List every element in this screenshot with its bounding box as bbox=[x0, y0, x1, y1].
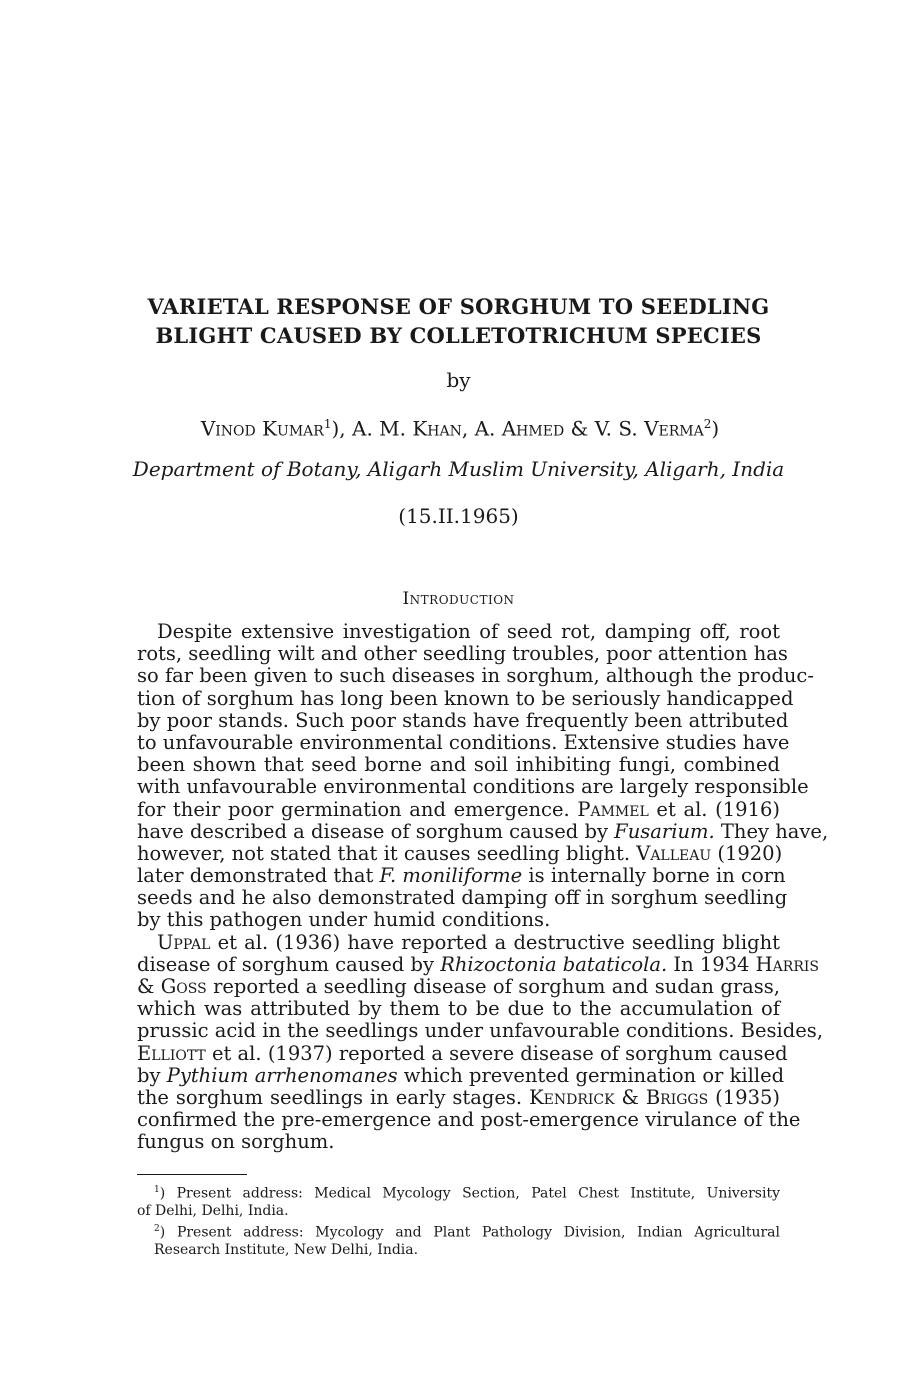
paragraph-1-line: by this pathogen under humid conditions. bbox=[137, 908, 551, 932]
paragraph-2-line: confirmed the pre-emergence and post-emergence virulance of the bbox=[137, 1108, 801, 1132]
species-name: Rhizoctonia bataticola. bbox=[440, 952, 668, 976]
author-list bbox=[140, 410, 780, 443]
footnote-2-line bbox=[137, 1221, 780, 1242]
text-run: & bbox=[137, 975, 161, 998]
text-run: & bbox=[614, 1085, 646, 1109]
text-run: (1935) bbox=[708, 1085, 780, 1109]
author-1-close: ), bbox=[331, 416, 346, 441]
paragraph-2-line bbox=[137, 932, 780, 954]
byline: by bbox=[446, 368, 471, 392]
paragraph-2-line: prussic acid in the seedlings under unfavourable conditions. Besides, bbox=[137, 1019, 824, 1043]
footnote-mark-2: 2 bbox=[703, 417, 712, 431]
paragraph-1-line bbox=[137, 864, 786, 888]
author-4: V. S. Verma bbox=[594, 416, 704, 441]
text-run: et al. (1916) bbox=[648, 797, 780, 821]
text-run: however, not stated that it causes seedling blight. bbox=[137, 841, 637, 865]
paragraph-1-line: been shown that seed borne and soil inhibiting fungi, combined bbox=[137, 753, 780, 777]
author-citation: Valleau bbox=[636, 841, 712, 865]
text-run: is internally borne in corn bbox=[522, 864, 786, 888]
author-citation: Kendrick bbox=[529, 1085, 615, 1109]
title-line-1: VARIETAL RESPONSE OF SORGHUM TO SEEDLING bbox=[147, 294, 770, 319]
author-citation: Briggs bbox=[645, 1085, 709, 1109]
text-run: (1920) bbox=[711, 841, 783, 865]
text-run: by bbox=[137, 1063, 167, 1087]
text-run: later demonstrated that bbox=[137, 864, 380, 888]
text-run: ) Present address: Mycology and Plant Pathology Division, Indian Agricultural bbox=[159, 1224, 780, 1241]
text-run: disease of sorghum caused by bbox=[137, 952, 441, 976]
footnote-1-mark: 1 bbox=[154, 1185, 160, 1195]
paragraph-1-line: with unfavourable environmental conditions are largely responsible bbox=[137, 775, 809, 799]
received-date: (15.II.1965) bbox=[398, 504, 519, 528]
paper-title bbox=[120, 292, 797, 350]
paragraph-1-line: seeds and he also demonstrated damping off in sorghum seedling bbox=[137, 886, 788, 910]
text-run: for their poor germination and emergence. bbox=[137, 797, 578, 821]
author-citation: Harris bbox=[755, 952, 819, 976]
section-heading: Introduction bbox=[402, 589, 515, 609]
paragraph-1-line: tion of sorghum has long been known to be seriously handicapped bbox=[137, 686, 794, 710]
author-citation: Elliott bbox=[137, 1041, 206, 1065]
paragraph-2-line bbox=[137, 952, 819, 976]
paragraph-1-line: Despite extensive investigation of seed rot, damping off, root bbox=[157, 620, 780, 643]
paragraph-2-line: fungus on sorghum. bbox=[137, 1130, 335, 1154]
author-citation: Uppal bbox=[157, 930, 211, 954]
title-line-2: BLIGHT CAUSED BY COLLETOTRICHUM SPECIES bbox=[155, 323, 762, 348]
footnote-2-mark: 2 bbox=[154, 1223, 160, 1234]
paragraph-1-line bbox=[137, 799, 780, 821]
text-run: et al. (1937) reported a severe disease of sorghum caused bbox=[205, 1041, 788, 1065]
paragraph-2-line bbox=[137, 976, 780, 998]
text-run: In 1934 bbox=[667, 952, 756, 976]
text-run: have described a disease of sorghum caused by bbox=[137, 819, 615, 843]
author-citation: Pammel bbox=[577, 797, 649, 821]
footnotes bbox=[137, 1182, 780, 1259]
footnote-1-line: of Delhi, Delhi, India. bbox=[137, 1203, 289, 1220]
paragraph-1-line: to unfavourable environmental conditions. Extensive studies have bbox=[137, 730, 790, 754]
author-citation: Goss bbox=[160, 975, 207, 998]
text-run: ) Present address: Medical Mycology Section, Patel Chest Institute, University bbox=[159, 1185, 780, 1202]
footnote-1-line bbox=[137, 1182, 780, 1203]
paragraph-1-line bbox=[137, 841, 783, 865]
species-name: Fusarium. bbox=[614, 819, 715, 843]
paragraph-2-line: which was attributed by them to be due to the accumulation of bbox=[137, 997, 780, 1021]
paragraph-2-line bbox=[137, 1087, 780, 1109]
author-ampersand: & bbox=[564, 416, 595, 441]
author-2: A. M. Khan, bbox=[345, 416, 469, 441]
species-name: F. moniliforme bbox=[379, 864, 523, 888]
paragraph-2-line bbox=[137, 1063, 785, 1087]
text-run: et al. (1936) have reported a destructive seedling blight bbox=[210, 930, 780, 954]
text-run: which prevented germination or killed bbox=[397, 1063, 785, 1087]
footnote-2-line: Research Institute, New Delhi, India. bbox=[154, 1241, 419, 1258]
author-4-close: ) bbox=[711, 416, 720, 441]
paragraph-1-line: so far been given to such diseases in sorghum, although the produc- bbox=[137, 664, 814, 688]
affiliation: Department of Botany, Aligarh Muslim University, Aligarh, India bbox=[132, 457, 785, 481]
footnote-mark-1: 1 bbox=[323, 417, 332, 431]
paragraph-2-line bbox=[137, 1041, 788, 1065]
author-3: A. Ahmed bbox=[468, 416, 565, 441]
body-text bbox=[137, 620, 829, 1154]
paragraph-1-line: by poor stands. Such poor stands have frequently been attributed bbox=[137, 708, 789, 732]
footnote-divider bbox=[137, 1174, 247, 1175]
author-1: Vinod Kumar bbox=[200, 416, 324, 441]
text-run: reported a seedling disease of sorghum and sudan grass, bbox=[206, 975, 780, 998]
text-run: They have, bbox=[714, 819, 829, 843]
paragraph-1-line: rots, seedling wilt and other seedling troubles, poor attention has bbox=[137, 642, 788, 666]
text-run: the sorghum seedlings in early stages. bbox=[137, 1085, 530, 1109]
species-name: Pythium arrhenomanes bbox=[166, 1063, 398, 1087]
paragraph-1-line bbox=[137, 819, 829, 843]
